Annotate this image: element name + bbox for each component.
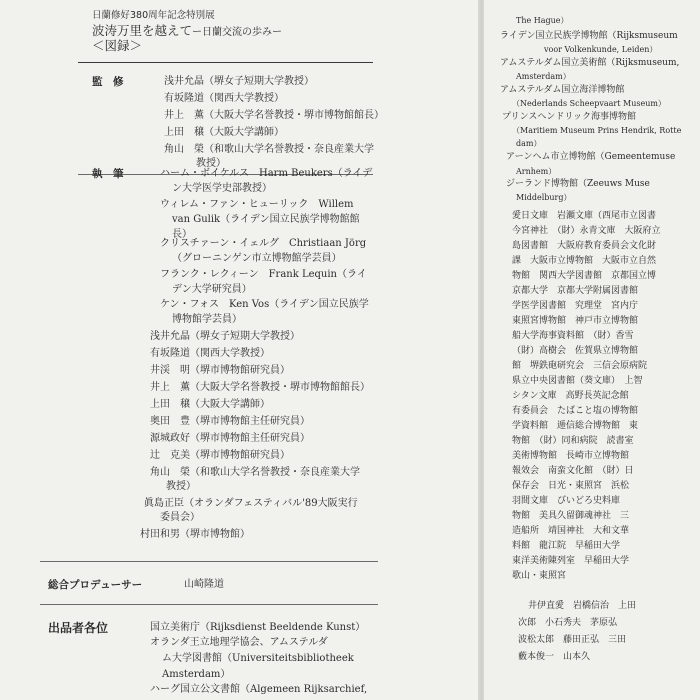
lenders-label: 出品者各位 [48, 621, 109, 635]
right-line: 学資料館 逓信総合博物館 東 [512, 421, 639, 431]
writer-line: ハーム・ボイケルス Harm Beukers（ライデ [160, 168, 373, 179]
supervision-label: 監 修 [92, 76, 124, 88]
right-line: Middelburg） [516, 193, 572, 202]
right-line: 課 大阪市立博物館 大阪市立自然 [512, 256, 657, 266]
right-line: アムステルダム国立海洋博物館 [500, 85, 625, 95]
writer-line: ケン・フォス Ken Vos（ライデン国立民族学 [160, 299, 369, 310]
writer-line: 角山 榮（和歌山大学名誉教授・奈良産業大学 [150, 467, 360, 478]
catalog-label: ＜図録＞ [92, 38, 143, 53]
right-line: ライデン国立民族学博物館（Rijksmuseum [500, 31, 678, 41]
right-line: ジーランド博物館（Zeeuws Muse [506, 179, 650, 189]
right-line: （Maritiem Museum Prins Hendrik, Rotte [512, 126, 682, 135]
supervisor-line: 浅井允晶（堺女子短期大学教授） [164, 76, 314, 87]
supervisor-line: 井上 薫（大阪大学名誉教授・堺市博物館館長） [164, 110, 384, 121]
right-line: アムステルダム国立美術館（Rijksmuseum, [500, 58, 680, 68]
right-line: （財）高樹会 佐賀県立博物館 [512, 346, 648, 356]
lender-line: Amsterdam） [162, 669, 231, 680]
right-line: dam） [516, 139, 542, 148]
writer-line: 上田 穣（大阪大学講師） [150, 399, 270, 410]
writer-line: 博物館学芸員） [172, 314, 242, 325]
right-line: 藪本俊一 山本久 [518, 652, 591, 662]
right-line: voor Volkenkunde, Leiden） [544, 45, 658, 54]
right-line: 愛日文庫 岩瀬文庫（西尾市立図書 [512, 211, 657, 221]
divider [40, 604, 378, 605]
title-subtitle: ー日蘭交流の歩みー [192, 27, 283, 38]
divider [78, 62, 373, 63]
divider [40, 561, 378, 562]
writer-line: デン大学研究員） [172, 284, 252, 295]
exhibition-heading: 日蘭修好380周年記念特別展 [92, 10, 215, 21]
right-line: 館 堺鉄砲研究会 三信会原病院 [512, 361, 648, 371]
lender-line: オランダ王立地理学協会、アムステルダ [150, 637, 328, 648]
writer-line: 有坂隆道（関西大学教授） [150, 348, 270, 359]
writer-line: 長） [172, 229, 192, 240]
supervisor-line: 角山 榮（和歌山大学名誉教授・奈良産業大学 [164, 144, 374, 155]
writer-line: 辻 克美（堺市博物館研究員） [150, 450, 290, 461]
writer-line: フランク・レクィーン Frank Lequin（ライ [160, 269, 367, 280]
right-line: 井伊直愛 岩橋信治 上田 [528, 601, 637, 611]
writer-line: 井渓 明（堺市博物館研究員） [150, 365, 290, 376]
right-line: シタン文庫 高野長英記念館 [512, 391, 638, 401]
right-line: 歌山・東照宮 [512, 571, 567, 581]
producer-label: 総合プロデューサー [48, 579, 143, 591]
right-line: 有委員会 たばこと塩の博物館 [512, 406, 639, 416]
right-line: プリンスヘンドリック海事博物館 [502, 112, 637, 122]
supervisor-line: 上田 穣（大阪大学講師） [164, 127, 284, 138]
right-line: 京都大学 京都大学附属図書館 [512, 286, 648, 296]
right-line: 造船所 靖国神社 大和文華 [512, 526, 630, 536]
producer-name: 山崎隆道 [184, 579, 224, 590]
right-line: （Nederlands Scheepvaart Museum） [512, 99, 666, 108]
right-line: 物館 （財）同和病院 読書室 [512, 436, 634, 446]
lender-line: ム大学図書館（Universiteitsbibliotheek [162, 653, 354, 664]
writer-line: 奥田 豊（堺市博物館主任研究員） [150, 416, 310, 427]
title-main: 波涛万里を越えて [92, 23, 193, 38]
catalog-title [92, 25, 282, 39]
right-line: 保存会 日光・東照宮 浜松 [512, 481, 630, 491]
right-line: Amsterdam） [516, 72, 571, 81]
writer-line: 委員会） [160, 512, 200, 523]
writer-line: 浅井允晶（堺女子短期大学教授） [150, 331, 300, 342]
right-line: 報效会 南蛮文化館 （財）日 [512, 466, 634, 476]
writer-line: ウィレム・ファン・ヒューリック Willem [160, 199, 354, 210]
right-line: The Hague） [516, 16, 569, 25]
right-line: 今宮神社 （財）永青文庫 大阪府立 [512, 226, 661, 236]
right-line: 東洋美術陳列室 早稲田大学 [512, 556, 630, 566]
writer-line: 教授） [166, 481, 196, 492]
right-line: 羽間文庫 びいどろ史料庫 [512, 496, 621, 506]
writer-line: 村田和男（堺市博物館） [140, 529, 250, 540]
right-line: 島図書館 大阪府教育委員会文化財 [512, 241, 657, 251]
supervisor-line: 有坂隆道（関西大学教授） [164, 93, 284, 104]
right-line: 学医学図書館 究理堂 宮内庁 [512, 301, 648, 311]
right-line: 県立中央図書館（葵文庫） 上智 [512, 376, 643, 386]
writer-line: 井上 薫（大阪大学名誉教授・堺市博物館館長） [150, 382, 370, 393]
right-line: 物館 美具久留御魂神社 三 [512, 511, 630, 521]
right-page [484, 0, 700, 700]
writer-line: 源城政好（堺市博物館主任研究員） [150, 433, 310, 444]
writer-line: 眞島正臣（オランダフェスティバル'89大阪実行 [144, 498, 358, 509]
right-line: 次郎 小石秀夫 茅原弘 [518, 618, 618, 628]
lender-line: 国立美術庁（Rijksdienst Beeldende Kunst） [150, 622, 366, 633]
right-line: 船大学海事資料館 （財）香雪 [512, 331, 634, 341]
writer-line: （グローニンゲン市立博物館学芸員） [172, 253, 342, 264]
writer-line: van Gulik（ライデン国立民族学博物館館 [172, 214, 360, 225]
writer-line: クリスチァーン・イェルグ Christiaan Jörg [160, 238, 367, 249]
right-line: 物館 関西大学図書館 京都国立博 [512, 271, 657, 281]
lender-line: ハーグ国立公文書館（Algemeen Rijksarchief, [150, 684, 368, 695]
right-line: 美術博物館 長崎市立博物館 [512, 451, 630, 461]
right-line: アーンヘム市立博物館（Gemeentemuse [506, 152, 676, 162]
supervisor-line: 教授） [196, 158, 226, 169]
right-line: Arnhem） [516, 167, 557, 176]
writers-label: 執 筆 [92, 168, 124, 180]
right-line: 波松太郎 藤田正弘 三田 [518, 635, 627, 645]
right-line: 料館 龍江院 早稲田大学 [512, 541, 621, 551]
writer-line: ン大学医学史部教授） [172, 183, 272, 194]
right-line: 東照宮博物館 神戸市立博物館 [512, 316, 648, 326]
